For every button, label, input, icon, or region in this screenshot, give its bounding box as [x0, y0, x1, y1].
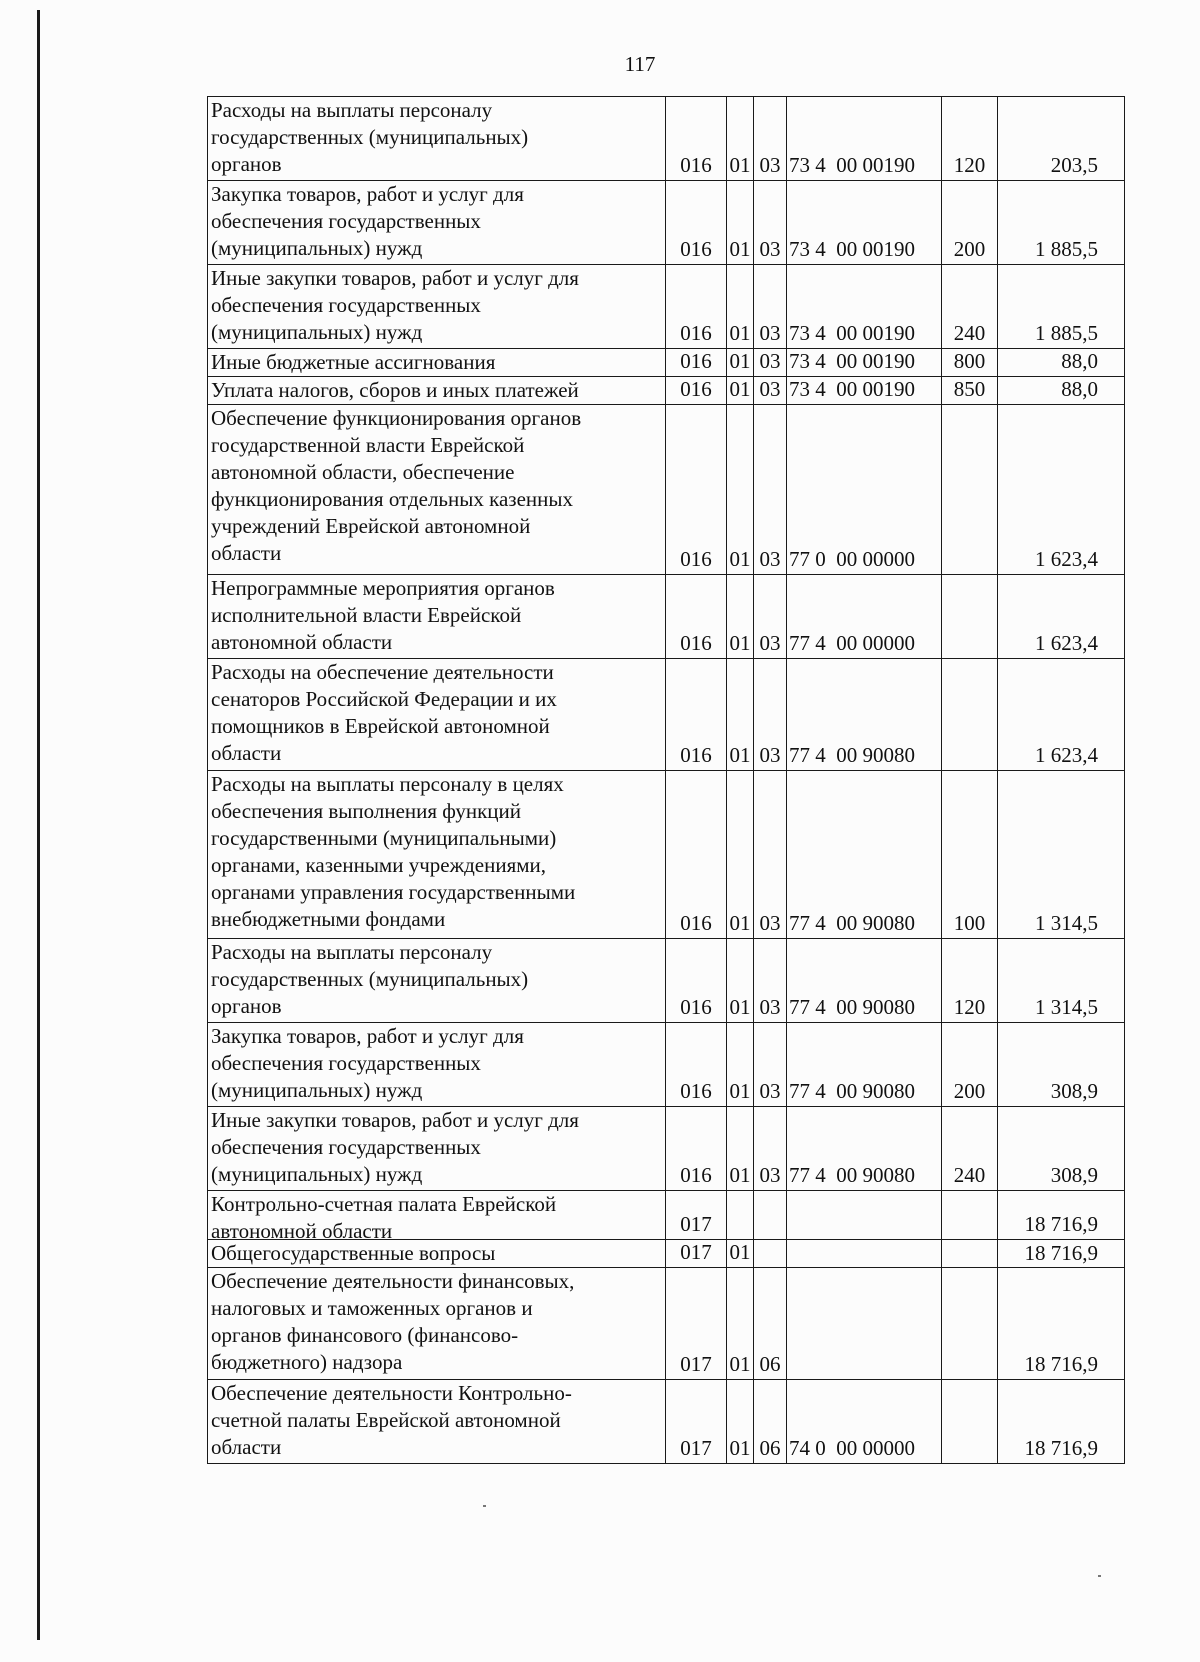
cell-csr — [786, 1268, 941, 1379]
cell-csr: 77 4 00 90080 — [786, 659, 941, 770]
cell-pr: 03 — [753, 97, 786, 180]
cell-grbs: 017 — [665, 1268, 726, 1379]
cell-csr: 73 4 00 00190 — [786, 377, 941, 404]
cell-csr: 77 4 00 90080 — [786, 1023, 941, 1106]
cell-sum: 308,9 — [997, 1023, 1124, 1106]
cell-rz: 01 — [726, 1023, 753, 1106]
cell-grbs: 016 — [665, 1023, 726, 1106]
cell-name: Обеспечение функционирования органов государственной власти Еврейской автономной области, обеспечение функционирования отдельных казенных учреждений Еврейской автономной области — [211, 406, 582, 565]
cell-csr: 77 4 00 90080 — [786, 939, 941, 1022]
cell-pr: 03 — [753, 659, 786, 770]
cell-sum: 1 314,5 — [997, 771, 1124, 938]
cell-vr: 800 — [941, 349, 997, 376]
cell-pr: 03 — [753, 405, 786, 574]
table-row — [207, 1107, 1125, 1191]
table-row — [207, 1240, 1125, 1268]
cell-vr: 240 — [941, 1107, 997, 1190]
cell-pr: 03 — [753, 1107, 786, 1190]
cell-sum: 1 885,5 — [997, 181, 1124, 264]
table-row — [207, 575, 1125, 659]
cell-sum: 18 716,9 — [997, 1380, 1124, 1463]
cell-vr — [941, 575, 997, 658]
cell-pr: 03 — [753, 771, 786, 938]
cell-name: Непрограммные мероприятия органов исполнительной власти Еврейской автономной области — [211, 576, 555, 654]
cell-name: Общегосударственные вопросы — [211, 1241, 496, 1265]
cell-pr: 03 — [753, 1023, 786, 1106]
page-number: 117 — [624, 52, 656, 76]
cell-sum: 18 716,9 — [997, 1240, 1124, 1267]
cell-sum: 1 623,4 — [997, 405, 1124, 574]
cell-name: Расходы на обеспечение деятельности сенаторов Российской Федерации и их помощников в Еврейской автономной области — [211, 660, 557, 765]
cell-grbs: 016 — [665, 405, 726, 574]
cell-csr: 73 4 00 00190 — [786, 265, 941, 348]
cell-pr: 03 — [753, 265, 786, 348]
cell-sum: 203,5 — [997, 97, 1124, 180]
cell-csr: 77 0 00 00000 — [786, 405, 941, 574]
cell-name: Расходы на выплаты персоналу государственных (муниципальных) органов — [211, 940, 529, 1018]
cell-vr — [941, 1268, 997, 1379]
cell-grbs: 016 — [665, 265, 726, 348]
cell-name: Уплата налогов, сборов и иных платежей — [211, 378, 579, 402]
cell-grbs: 017 — [665, 1240, 726, 1267]
scan-speck — [483, 1505, 486, 1507]
cell-rz: 01 — [726, 659, 753, 770]
table-row — [207, 1380, 1125, 1464]
cell-sum: 308,9 — [997, 1107, 1124, 1190]
cell-name: Иные бюджетные ассигнования — [211, 350, 496, 374]
cell-pr: 03 — [753, 349, 786, 376]
cell-rz: 01 — [726, 939, 753, 1022]
cell-pr: 03 — [753, 575, 786, 658]
cell-name: Иные закупки товаров, работ и услуг для обеспечения государственных (муниципальных) нужд — [211, 1108, 579, 1186]
cell-csr: 73 4 00 00190 — [786, 97, 941, 180]
cell-grbs: 016 — [665, 97, 726, 180]
table-row — [207, 405, 1125, 575]
cell-name: Закупка товаров, работ и услуг для обеспечения государственных (муниципальных) нужд — [211, 1024, 524, 1102]
cell-grbs: 016 — [665, 349, 726, 376]
cell-vr: 240 — [941, 265, 997, 348]
cell-pr: 03 — [753, 181, 786, 264]
cell-sum: 18 716,9 — [997, 1268, 1124, 1379]
table-row — [207, 939, 1125, 1023]
cell-grbs: 017 — [665, 1380, 726, 1463]
cell-csr — [786, 1240, 941, 1267]
cell-name: Закупка товаров, работ и услуг для обеспечения государственных (муниципальных) нужд — [211, 182, 524, 260]
cell-vr — [941, 1240, 997, 1267]
cell-sum: 18 716,9 — [997, 1191, 1124, 1239]
cell-grbs: 016 — [665, 181, 726, 264]
cell-sum: 1 885,5 — [997, 265, 1124, 348]
cell-rz: 01 — [726, 1268, 753, 1379]
cell-name: Расходы на выплаты персоналу государственных (муниципальных) органов — [211, 98, 529, 176]
cell-name: Обеспечение деятельности Контрольно- счетной палаты Еврейской автономной области — [211, 1381, 572, 1459]
cell-pr: 03 — [753, 939, 786, 1022]
cell-vr: 120 — [941, 939, 997, 1022]
cell-pr: 06 — [753, 1380, 786, 1463]
cell-grbs: 016 — [665, 939, 726, 1022]
cell-csr: 77 4 00 00000 — [786, 575, 941, 658]
table-row — [207, 1268, 1125, 1380]
cell-grbs: 016 — [665, 1107, 726, 1190]
cell-sum: 1 314,5 — [997, 939, 1124, 1022]
cell-grbs: 016 — [665, 377, 726, 404]
cell-vr — [941, 1191, 997, 1239]
cell-vr — [941, 659, 997, 770]
table-row — [207, 181, 1125, 265]
table-row — [207, 349, 1125, 377]
cell-csr: 74 0 00 00000 — [786, 1380, 941, 1463]
cell-rz: 01 — [726, 349, 753, 376]
cell-rz: 01 — [726, 1107, 753, 1190]
cell-vr: 120 — [941, 97, 997, 180]
cell-rz: 01 — [726, 1380, 753, 1463]
cell-csr: 73 4 00 00190 — [786, 349, 941, 376]
cell-rz: 01 — [726, 405, 753, 574]
cell-grbs: 016 — [665, 659, 726, 770]
cell-rz: 01 — [726, 265, 753, 348]
cell-sum: 88,0 — [997, 377, 1124, 404]
cell-vr — [941, 1380, 997, 1463]
cell-rz: 01 — [726, 377, 753, 404]
cell-csr: 77 4 00 90080 — [786, 771, 941, 938]
cell-pr — [753, 1191, 786, 1239]
cell-rz: 01 — [726, 97, 753, 180]
cell-name: Расходы на выплаты персоналу в целях обеспечения выполнения функций государственными (муниципальными) органами, казенными учреждениями, органами управления государственными внебюджетными фондами — [211, 772, 576, 931]
cell-csr: 77 4 00 90080 — [786, 1107, 941, 1190]
cell-pr: 06 — [753, 1268, 786, 1379]
cell-vr: 200 — [941, 181, 997, 264]
scan-speck — [1098, 1575, 1101, 1577]
cell-vr: 850 — [941, 377, 997, 404]
cell-name: Контрольно-счетная палата Еврейской автономной области — [211, 1192, 557, 1243]
cell-sum: 1 623,4 — [997, 659, 1124, 770]
cell-grbs: 017 — [665, 1191, 726, 1239]
cell-rz — [726, 1191, 753, 1239]
cell-pr — [753, 1240, 786, 1267]
cell-csr: 73 4 00 00190 — [786, 181, 941, 264]
cell-name: Обеспечение деятельности финансовых, налоговых и таможенных органов и органов финансового (финансово- бюджетного) надзора — [211, 1269, 575, 1374]
table-row — [207, 659, 1125, 771]
cell-rz: 01 — [726, 771, 753, 938]
cell-pr: 03 — [753, 377, 786, 404]
cell-rz: 01 — [726, 1240, 753, 1267]
cell-sum: 1 623,4 — [997, 575, 1124, 658]
cell-vr — [941, 405, 997, 574]
scan-edge-line — [37, 10, 40, 1640]
cell-rz: 01 — [726, 181, 753, 264]
cell-vr: 100 — [941, 771, 997, 938]
table-row — [207, 1191, 1125, 1243]
table-row — [207, 96, 1125, 181]
table-row — [207, 771, 1125, 939]
cell-grbs: 016 — [665, 771, 726, 938]
cell-name: Иные закупки товаров, работ и услуг для обеспечения государственных (муниципальных) нужд — [211, 266, 579, 344]
cell-csr — [786, 1191, 941, 1239]
cell-rz: 01 — [726, 575, 753, 658]
table-row — [207, 265, 1125, 349]
cell-vr: 200 — [941, 1023, 997, 1106]
cell-sum: 88,0 — [997, 349, 1124, 376]
table-row — [207, 1023, 1125, 1107]
table-row — [207, 377, 1125, 405]
cell-grbs: 016 — [665, 575, 726, 658]
